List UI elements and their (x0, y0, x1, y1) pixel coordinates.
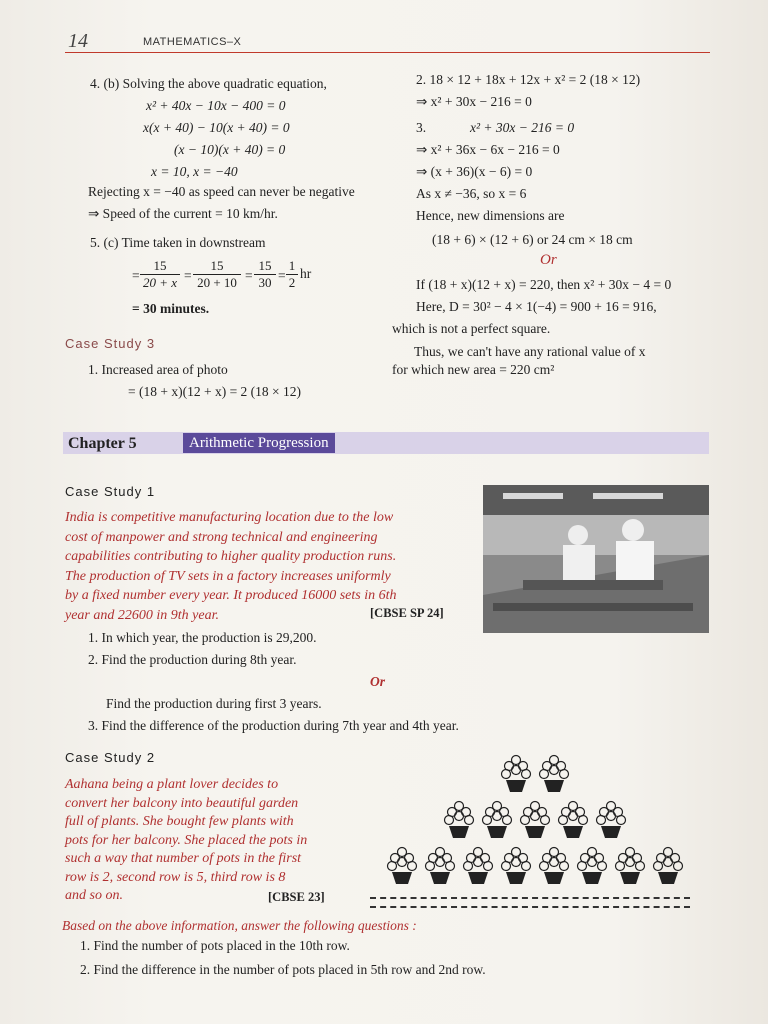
c3-q1: 1. Increased area of photo (88, 362, 228, 377)
r-line-3-label: 3. (416, 120, 427, 135)
plant-pot (597, 802, 626, 839)
r-line-2: ⇒ x² + 30x − 216 = 0 (416, 94, 532, 109)
para-line: row is 2, second row is 5, third row is 8 (65, 869, 286, 885)
q4-eq2: x(x + 40) − 10(x + 40) = 0 (143, 120, 290, 135)
para-line: by a fixed number every year. It produced 16000 sets in 6th (65, 588, 397, 603)
header-rule (65, 52, 710, 53)
case-1-q1: 1. In which year, the production is 29,200. (88, 630, 317, 645)
q5-label: 5. (c) Time taken in downstream (90, 235, 266, 250)
case-1-q3: 3. Find the difference of the production during 7th year and 4th year. (88, 718, 459, 733)
plant-pot (616, 848, 645, 885)
case-study-3-heading: Case Study 3 (65, 336, 156, 351)
case-2-q1: 1. Find the number of pots placed in the 10th row. (80, 938, 350, 953)
fraction-2: $\frac{15}{20 + 10}$ (193, 258, 241, 291)
case-1-q2-alt: Find the production during first 3 years. (106, 696, 322, 711)
para-line: and so on. (65, 888, 123, 903)
plant-pot (521, 802, 550, 839)
balcony-floor-line (370, 906, 690, 908)
plant-pot (426, 848, 455, 885)
case-1-or: Or (370, 674, 386, 689)
fraction-4: $\frac{1}{2}$ (286, 258, 298, 291)
unit-hr: hr (300, 266, 312, 281)
plant-pot (502, 848, 531, 885)
fraction-3: $\frac{15}{30}$ (254, 258, 276, 291)
para-line: convert her balcony into beautiful garden (65, 795, 299, 811)
para-line: full of plants. She bought few plants with (65, 814, 294, 829)
r-line-12: Thus, we can't have any rational value of x (414, 344, 646, 359)
plant-pot (502, 756, 531, 793)
q4-label: 4. (b) Solving the above quadratic equation, (90, 76, 327, 91)
plant-pot (483, 802, 512, 839)
r-line-10: Here, D = 30² − 4 × 1(−4) = 900 + 16 = 916, (416, 299, 657, 314)
fraction-1: $\frac{15}{20 + x}$ (140, 258, 180, 291)
para-line: year and 22600 in 9th year. (65, 607, 219, 623)
chapter-bar (63, 432, 709, 454)
para-line: capabilities contributing to higher quality production runs. (65, 549, 397, 564)
case-1-source: [CBSE SP 24] (370, 606, 444, 620)
r-line-13: for which new area = 220 cm² (392, 362, 555, 377)
q4-eq4: x = 10, x = −40 (151, 164, 238, 179)
para-line: India is competitive manufacturing location due to the low (65, 510, 394, 525)
plant-pot (578, 848, 607, 885)
q5-minutes: = 30 minutes. (132, 301, 210, 316)
case-study-1-heading: Case Study 1 (65, 484, 156, 499)
chapter-title: Arithmetic Progression (183, 433, 335, 453)
plant-pot (388, 848, 417, 885)
frac-eq-sign: = (132, 268, 140, 283)
frac-eq-sign: = (245, 268, 253, 283)
r-line-4: ⇒ x² + 36x − 6x − 216 = 0 (416, 142, 560, 157)
r-line-7: Hence, new dimensions are (416, 208, 565, 223)
plant-pot (654, 848, 683, 885)
c3-eq: = (18 + x)(12 + x) = 2 (18 × 12) (128, 384, 302, 399)
case-2-source: [CBSE 23] (268, 890, 325, 904)
case-study-2-paragraph (65, 776, 307, 906)
r-line-9: If (18 + x)(12 + x) = 220, then x² + 30x − 4 = 0 (416, 277, 672, 292)
q4-eq3: (x − 10)(x + 40) = 0 (174, 142, 286, 157)
plant-pot (445, 802, 474, 839)
r-line-6: As x ≠ −36, so x = 6 (416, 186, 527, 201)
q4-reject: Rejecting x = −40 as speed can never be negative (88, 184, 355, 199)
r-line-3: x² + 30x − 216 = 0 (470, 120, 575, 135)
plant-pot (540, 848, 569, 885)
para-line: cost of manpower and strong technical and engineering (65, 529, 378, 545)
q4-speed: ⇒ Speed of the current = 10 km/hr. (88, 206, 278, 221)
r-line-11: which is not a perfect square. (392, 321, 551, 336)
plant-pot (540, 756, 569, 793)
case-study-2-heading: Case Study 2 (65, 750, 156, 765)
r-line-1: 2. 18 × 12 + 18x + 12x + x² = 2 (18 × 12) (416, 72, 641, 87)
plant-pots-illustration (370, 752, 700, 892)
para-line: such a way that number of pots in the first (65, 851, 302, 866)
case-1-q2: 2. Find the production during 8th year. (88, 652, 297, 667)
plant-pot (464, 848, 493, 885)
case-2-q2: 2. Find the difference in the number of pots placed in 5th row and 2nd row. (80, 962, 486, 977)
pots-svg (370, 752, 700, 892)
r-or: Or (540, 252, 557, 268)
q4-eq1: x² + 40x − 10x − 400 = 0 (146, 98, 286, 113)
plant-pot (559, 802, 588, 839)
r-line-8: (18 + 6) × (12 + 6) or 24 cm × 18 cm (432, 232, 633, 247)
frac-eq-sign: = (278, 268, 286, 283)
case-study-1-paragraph (65, 508, 397, 625)
case-2-intro: Based on the above information, answer the following questions : (62, 918, 417, 933)
para-line: Aahana being a plant lover decides to (65, 777, 279, 792)
factory-photo (483, 485, 709, 633)
chapter-label: Chapter 5 (68, 435, 137, 452)
para-line: The production of TV sets in a factory increases uniformly (65, 568, 391, 584)
r-line-5: ⇒ (x + 36)(x − 6) = 0 (416, 164, 533, 179)
balcony-floor-line (370, 897, 690, 899)
running-title: MATHEMATICS–X (143, 36, 242, 48)
frac-eq-sign: = (184, 268, 192, 283)
para-line: pots for her balcony. She placed the pots in (65, 832, 308, 848)
page-number: 14 (68, 30, 88, 52)
